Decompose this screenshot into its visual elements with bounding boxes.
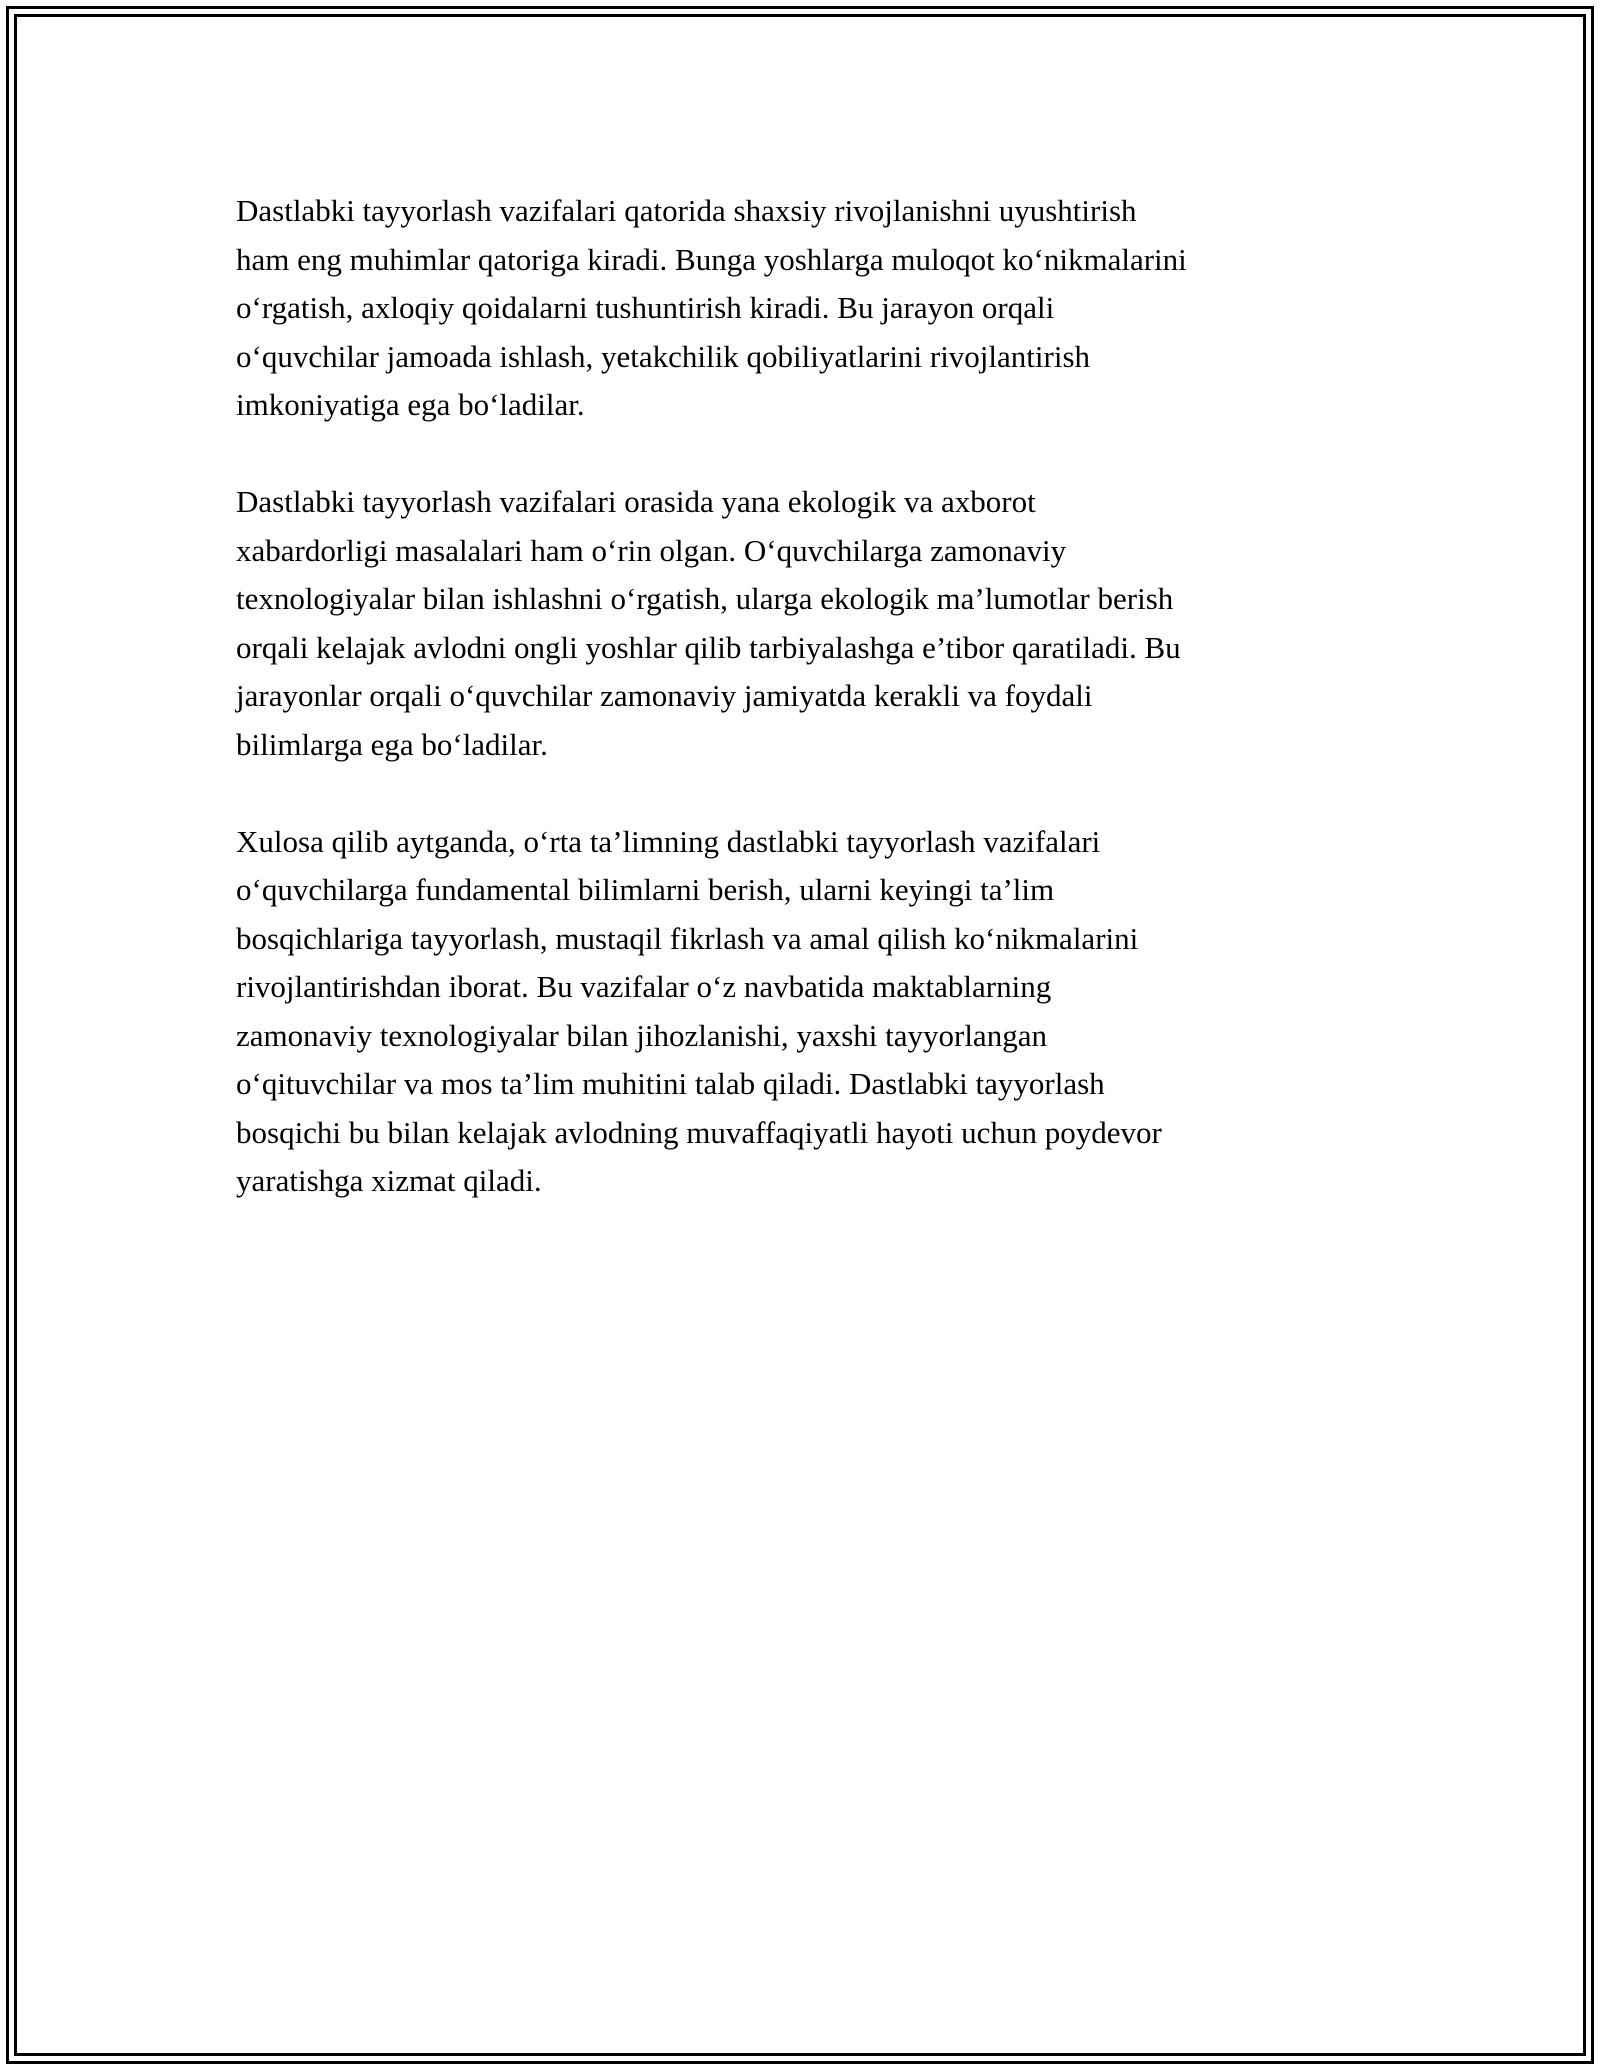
- paragraph-conclusion: Xulosa qilib aytganda, o‘rta ta’limning dastlabki tayyorlash vazifalari o‘quvchilarga fundamental bilimlarni berish, ularni keyingi ta’lim bosqichlariga tayyorlash, mustaqil fikrlash va amal qilish ko‘nikmalarini rivojlantirishdan iborat. Bu vazifalar o‘z navbatida maktablarning zamonaviy texnologiyalar bilan jihozlanishi, yaxshi tayyorlangan o‘qituvchilar va mos ta’lim muhitini talab qiladi. Dastlabki tayyorlash bosqichi bu bilan kelajak avlodning muvaffaqiyatli hayoti uchun poydevor yaratishga xizmat qiladi.: [236, 823, 1162, 1198]
- paragraph-personal-development: Dastlabki tayyorlash vazifalari qatorida shaxsiy rivojlanishni uyushtirish ham eng muhimlar qatoriga kiradi. Bunga yoshlarga muloqot ko‘nikmalarini o‘rgatish, axloqiy qoidalarni tushuntirish kiradi. Bu jarayon orqali o‘quvchilar jamoada ishlash, yetakchilik qobiliyatlarini rivojlantirish imkoniyatiga ega bo‘ladilar.: [236, 193, 1187, 422]
- document-body: [236, 187, 1371, 1254]
- paragraph-ecological-awareness: Dastlabki tayyorlash vazifalari orasida yana ekologik va axborot xabardorligi masalalari ham o‘rin olgan. O‘quvchilarga zamonaviy texnologiyalar bilan ishlashni o‘rgatish, ularga ekologik ma’lumotlar berish orqali kelajak avlodni ongli yoshlar qilib tarbiyalashga e’tibor qaratiladi. Bu jarayonlar orqali o‘quvchilar zamonaviy jamiyatda kerakli va foydali bilimlarga ega bo‘ladilar.: [236, 484, 1181, 762]
